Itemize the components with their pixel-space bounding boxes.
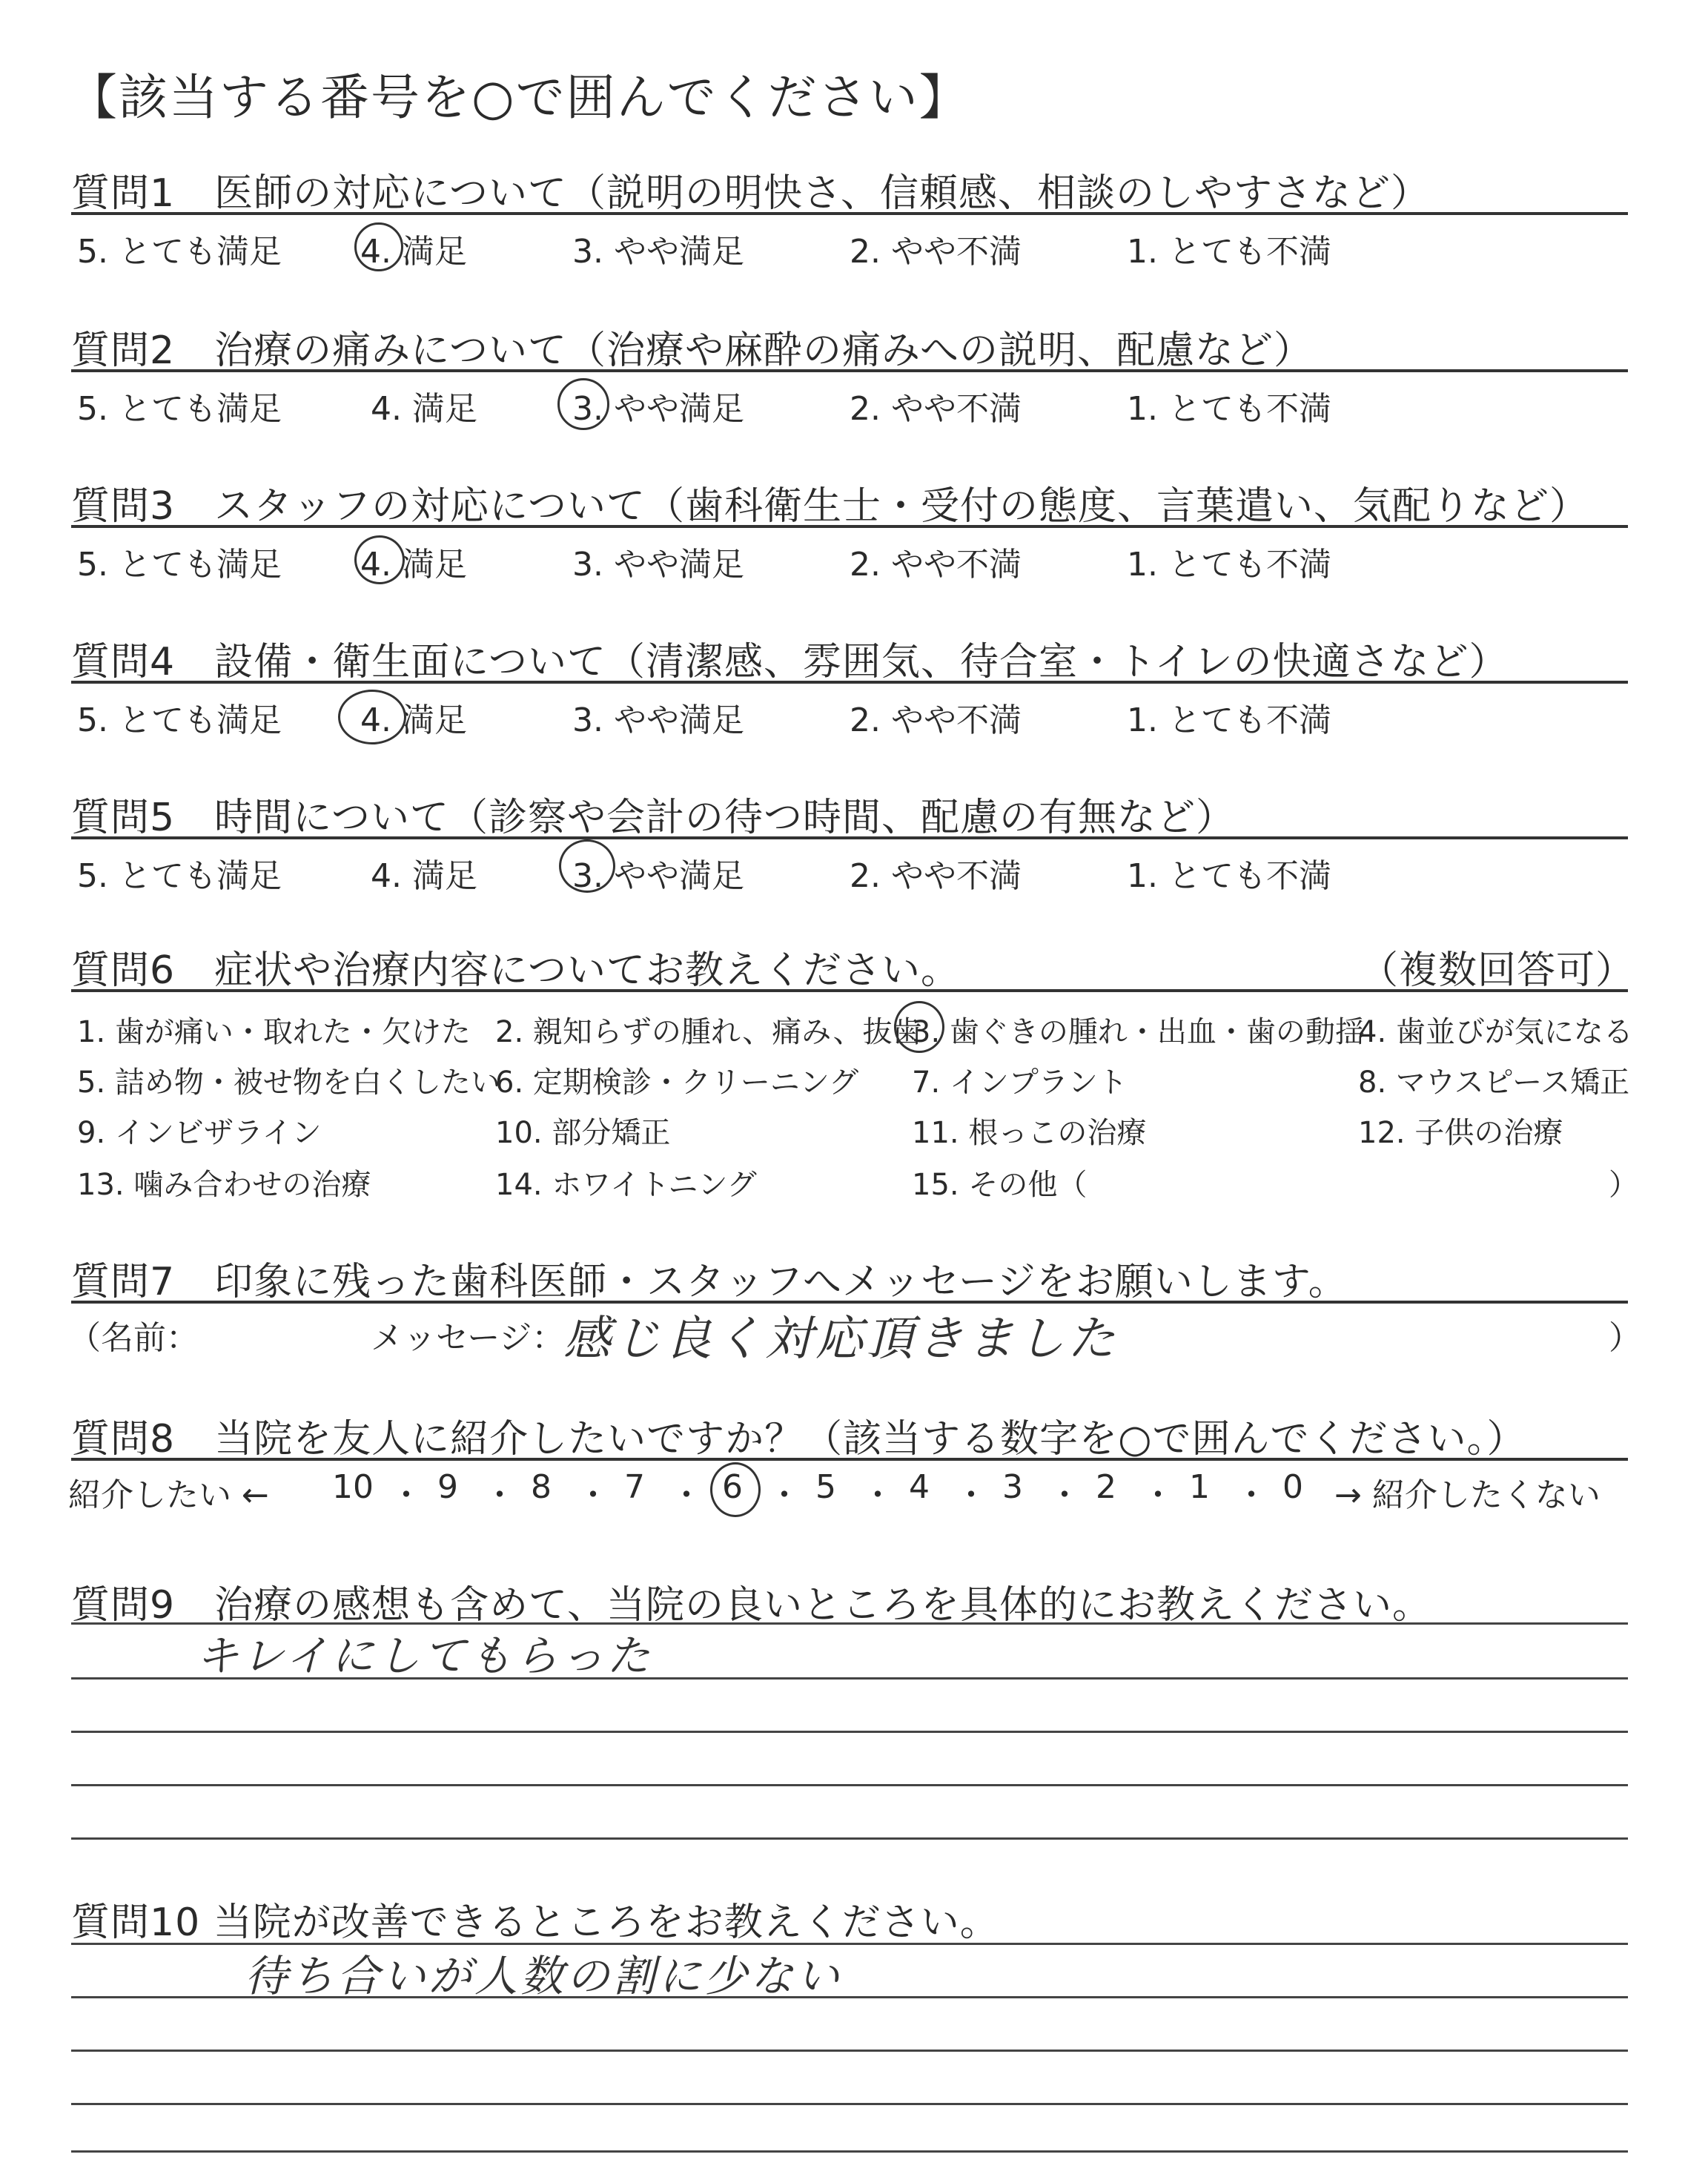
q7-message-answer[interactable]: 感じ良く対応頂きました — [563, 1312, 1118, 1367]
q10-line-3 — [71, 2050, 1628, 2052]
q1-option-3[interactable]: 3. やや満足 — [572, 233, 744, 271]
q6-option-10[interactable]: 10. 部分矯正 — [495, 1116, 671, 1150]
q6-option-8[interactable]: 8. マウスピース矯正 — [1358, 1066, 1630, 1100]
q5-option-2[interactable]: 2. やや不満 — [850, 857, 1022, 895]
q8-score-2[interactable]: 2 — [1096, 1468, 1116, 1506]
q8-dot: ・ — [670, 1476, 703, 1514]
q8-score-5[interactable]: 5 — [815, 1468, 836, 1506]
q9-heading: 質問9 治療の感想も含めて、当院の良いところを具体的にお教えください。 — [71, 1583, 1432, 1628]
q2-selection-circle — [557, 378, 609, 430]
q5-selection-circle — [559, 839, 615, 893]
q8-score-10[interactable]: 10 — [332, 1468, 374, 1506]
q4-option-2[interactable]: 2. やや不満 — [850, 701, 1022, 739]
q6-option-2[interactable]: 2. 親知らずの腫れ、痛み、抜歯 — [495, 1015, 922, 1049]
q8-right-label: → 紹介したくない — [1334, 1476, 1601, 1514]
q6-option-13[interactable]: 13. 噛み合わせの治療 — [77, 1168, 371, 1202]
q5-option-1[interactable]: 1. とても不満 — [1127, 857, 1331, 895]
q8-score-8[interactable]: 8 — [531, 1468, 552, 1506]
q4-selection-circle — [338, 690, 406, 744]
q8-divider — [71, 1458, 1628, 1461]
q5-option-5[interactable]: 5. とても満足 — [77, 857, 282, 895]
q7-message-label: メッセージ： — [371, 1319, 565, 1357]
q4-heading: 質問4 設備・衛生面について（清潔感、雰囲気、待合室・トイレの快適さなど） — [71, 640, 1509, 684]
q1-selection-circle — [354, 222, 403, 271]
q8-dot: ・ — [390, 1476, 423, 1514]
q1-option-1[interactable]: 1. とても不満 — [1127, 233, 1331, 271]
q10-line-4 — [71, 2103, 1628, 2105]
q8-left-label: 紹介したい ← — [68, 1476, 269, 1514]
q10-answer[interactable]: 待ち合いが人数の割に少ない — [245, 1951, 843, 2001]
q3-option-2[interactable]: 2. やや不満 — [850, 546, 1022, 584]
q4-option-5[interactable]: 5. とても満足 — [77, 701, 282, 739]
q8-score-0[interactable]: 0 — [1282, 1468, 1303, 1506]
q8-dot: ・ — [955, 1476, 987, 1514]
q3-selection-circle — [354, 535, 405, 584]
q1-option-5[interactable]: 5. とても満足 — [77, 233, 282, 271]
q1-heading: 質問1 医師の対応について（説明の明快さ、信頼感、相談のしやすさなど） — [71, 171, 1430, 216]
q6-option-4[interactable]: 4. 歯並びが気になる — [1358, 1015, 1633, 1049]
q4-divider — [71, 681, 1628, 684]
q6-option-9[interactable]: 9. インビザライン — [77, 1116, 322, 1150]
q7-heading: 質問7 印象に残った歯科医師・スタッフへメッセージをお願いします。 — [71, 1260, 1348, 1304]
q3-option-3[interactable]: 3. やや満足 — [572, 546, 744, 584]
q9-line-3 — [71, 1731, 1628, 1733]
q6-option-11[interactable]: 11. 根っこの治療 — [912, 1116, 1147, 1150]
q6-option-3[interactable]: 3. 歯ぐきの腫れ・出血・歯の動揺 — [912, 1015, 1365, 1049]
q2-option-5[interactable]: 5. とても満足 — [77, 390, 282, 428]
q8-score-3[interactable]: 3 — [1002, 1468, 1023, 1506]
q6-option-15[interactable]: 15. その他（ — [912, 1168, 1088, 1202]
q6-divider — [71, 989, 1628, 992]
q7-close-paren: ） — [1609, 1319, 1641, 1357]
q9-line-4 — [71, 1784, 1628, 1786]
q10-heading: 質問10 当院が改善できるところをお教えください。 — [71, 1900, 999, 1945]
q6-selection-circle — [894, 1001, 944, 1053]
q3-divider — [71, 525, 1628, 528]
q5-option-4[interactable]: 4. 満足 — [371, 857, 477, 895]
q6-option-5[interactable]: 5. 詰め物・被せ物を白くしたい — [77, 1066, 500, 1100]
q8-score-6[interactable]: 6 — [722, 1468, 743, 1506]
q1-divider — [71, 212, 1628, 215]
q8-score-4[interactable]: 4 — [909, 1468, 930, 1506]
q6-option-12[interactable]: 12. 子供の治療 — [1358, 1116, 1563, 1150]
q8-score-9[interactable]: 9 — [437, 1468, 458, 1506]
q6-option-14[interactable]: 14. ホワイトニング — [495, 1168, 757, 1202]
q8-dot: ・ — [577, 1476, 609, 1514]
q8-dot: ・ — [1048, 1476, 1081, 1514]
q5-heading: 質問5 時間について（診察や会計の待つ時間、配慮の有無など） — [71, 796, 1236, 840]
q8-dot: ・ — [861, 1476, 894, 1514]
q8-score-7[interactable]: 7 — [624, 1468, 645, 1506]
q4-option-1[interactable]: 1. とても不満 — [1127, 701, 1331, 739]
q9-line-2 — [71, 1677, 1628, 1680]
q6-option-7[interactable]: 7. インプラント — [912, 1066, 1128, 1100]
q6-option-1[interactable]: 1. 歯が痛い・取れた・欠けた — [77, 1015, 471, 1049]
q8-dot: ・ — [768, 1476, 801, 1514]
q8-dot: ・ — [1142, 1476, 1174, 1514]
q5-divider — [71, 836, 1628, 839]
q6-other-close-paren: ） — [1609, 1168, 1638, 1202]
q1-option-4[interactable]: 4. 満足 — [360, 233, 467, 271]
q2-divider — [71, 369, 1628, 372]
q2-option-4[interactable]: 4. 満足 — [371, 390, 477, 428]
q7-name-label: （名前： — [68, 1319, 199, 1357]
q8-score-1[interactable]: 1 — [1189, 1468, 1210, 1506]
q3-option-1[interactable]: 1. とても不満 — [1127, 546, 1331, 584]
q8-heading: 質問8 当院を友人に紹介したいですか？（該当する数字を○で囲んでください。） — [71, 1417, 1526, 1462]
page-title: 【該当する番号を○で囲んでください】 — [68, 69, 970, 126]
q5-option-3[interactable]: 3. やや満足 — [572, 857, 744, 895]
q2-heading: 質問2 治療の痛みについて（治療や麻酔の痛みへの説明、配慮など） — [71, 328, 1314, 373]
q3-option-4[interactable]: 4. 満足 — [360, 546, 467, 584]
q2-option-3[interactable]: 3. やや満足 — [572, 390, 744, 428]
q9-line-5 — [71, 1837, 1628, 1840]
q6-option-6[interactable]: 6. 定期検診・クリーニング — [495, 1066, 859, 1100]
q4-option-4[interactable]: 4. 満足 — [360, 701, 467, 739]
q6-heading: 質問6 症状や治療内容についてお教えください。 — [71, 948, 961, 993]
q2-option-1[interactable]: 1. とても不満 — [1127, 390, 1331, 428]
q8-dot: ・ — [1235, 1476, 1268, 1514]
q10-line-5 — [71, 2150, 1628, 2153]
q6-multiple-answer-note: （複数回答可） — [1360, 948, 1635, 993]
q1-option-2[interactable]: 2. やや不満 — [850, 233, 1022, 271]
q3-option-5[interactable]: 5. とても満足 — [77, 546, 282, 584]
q4-option-3[interactable]: 3. やや満足 — [572, 701, 744, 739]
q3-heading: 質問3 スタッフの対応について（歯科衛生士・受付の態度、言葉遣い、気配りなど） — [71, 484, 1589, 529]
q8-dot: ・ — [483, 1476, 516, 1514]
q9-answer[interactable]: キレイにしてもらった — [196, 1631, 653, 1681]
q2-option-2[interactable]: 2. やや不満 — [850, 390, 1022, 428]
q8-selection-circle — [710, 1462, 761, 1517]
q10-line-2 — [71, 1996, 1628, 1998]
